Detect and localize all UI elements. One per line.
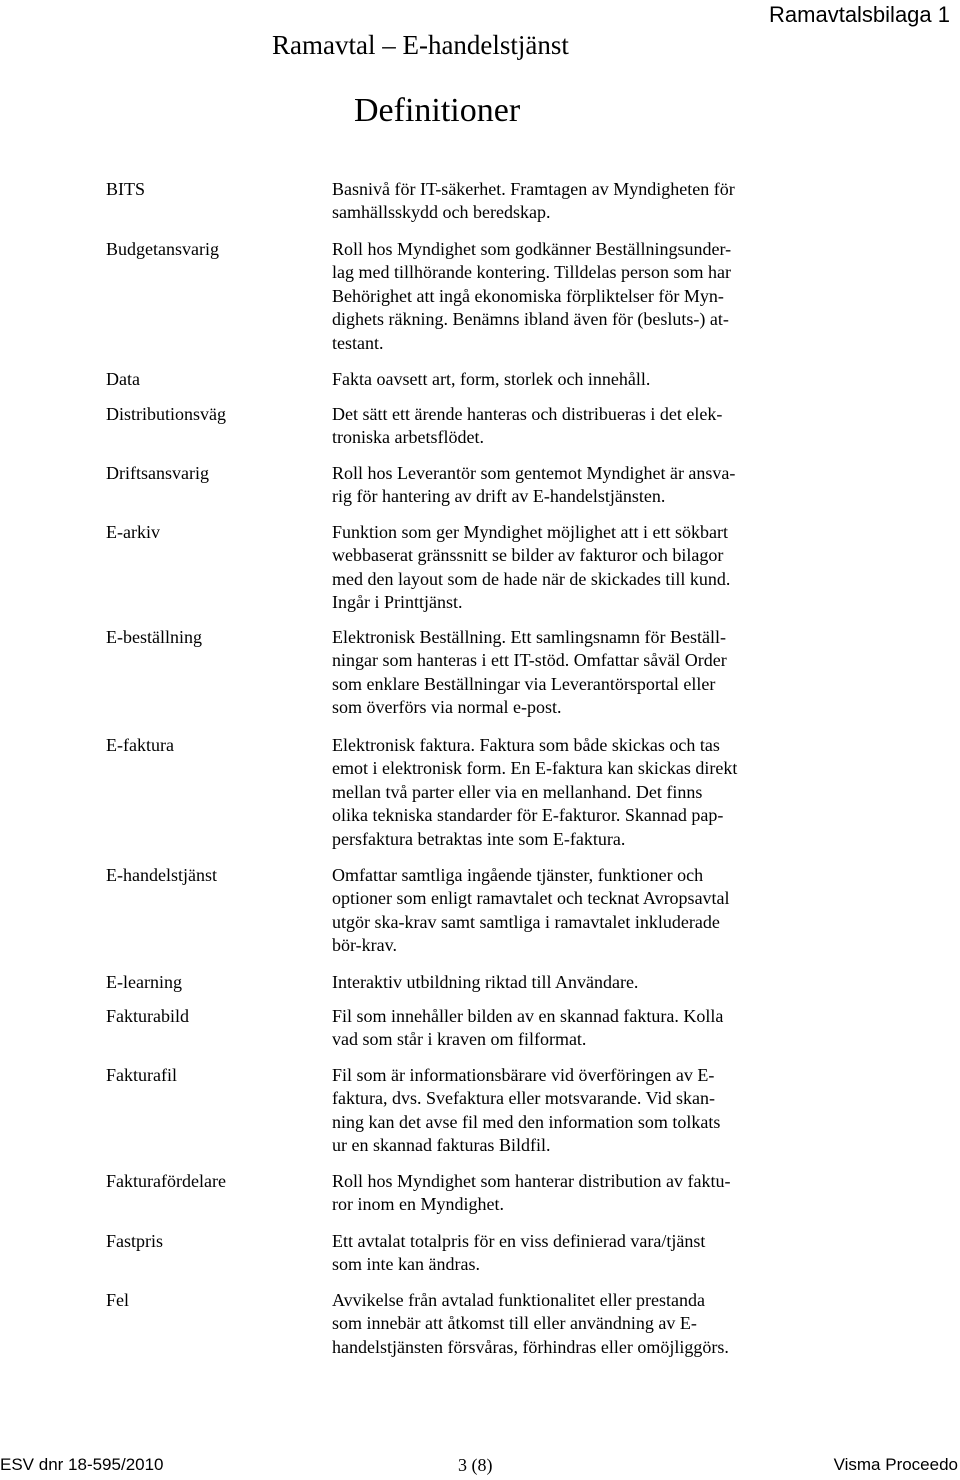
definition-line: webbaserat gränssnitt se bilder av fakturor och bilagor [332, 545, 724, 566]
definition-text [332, 462, 812, 509]
definition-text [332, 368, 812, 391]
definition-line: som överförs via normal e-post. [332, 697, 562, 718]
definition-line: bör-krav. [332, 935, 397, 956]
definition-line: Elektronisk faktura. Faktura som både skickas och tas [332, 735, 720, 755]
definition-term: E-learning [106, 972, 182, 992]
definition-line: olika tekniska standarder för E-fakturor. Skannad pap- [332, 805, 724, 826]
definition-line: samhällsskydd och beredskap. [332, 202, 551, 223]
definition-line: Roll hos Leverantör som gentemot Myndighet är ansva- [332, 463, 736, 483]
definition-term: BITS [106, 179, 146, 199]
definition-line: lag med tillhörande kontering. Tilldelas person som har [332, 262, 731, 283]
definition-term: Distributionsväg [106, 404, 226, 424]
definition-text [332, 864, 812, 958]
definition-term: Data [106, 369, 140, 389]
definition-line: optioner som enligt ramavtalet och tecknat Avropsavtal [332, 888, 730, 909]
appendix-label: Ramavtalsbilaga 1 [769, 2, 950, 27]
definition-term: E-handelstjänst [106, 865, 217, 885]
definition-line: Elektronisk Beställning. Ett samlingsnamn för Beställ- [332, 627, 726, 647]
definition-line: ror inom en Myndighet. [332, 1194, 504, 1215]
definition-line: med den layout som de hade när de skickades till kund. [332, 568, 731, 589]
definition-text [332, 734, 812, 851]
definition-line: som enklare Beställningar via Leverantörsportal eller [332, 673, 716, 694]
definition-line: Ett avtalat totalpris för en viss definierad vara/tjänst [332, 1231, 706, 1251]
definition-line: ur en skannad fakturas Bildfil. [332, 1135, 551, 1156]
definition-term: Fakturabild [106, 1006, 189, 1026]
document-title: Ramavtal – E-handelstjänst [272, 30, 569, 60]
section-title: Definitioner [354, 92, 521, 129]
definition-line: troniska arbetsflödet. [332, 427, 484, 448]
definition-line: Basnivå för IT-säkerhet. Framtagen av Myndigheten för [332, 179, 735, 199]
footer-reference: ESV dnr 18-595/2010 [0, 1455, 164, 1474]
definition-text [332, 178, 812, 225]
definition-term: Fakturafördelare [106, 1171, 226, 1191]
definition-line: emot i elektronisk form. En E-faktura kan skickas direkt [332, 758, 738, 779]
definition-line: ningar som hanteras i ett IT-stöd. Omfattar såväl Order [332, 650, 727, 671]
definition-text [332, 403, 812, 450]
definition-text [332, 1170, 812, 1217]
definition-line: Fil som är informationsbärare vid överföringen av E- [332, 1065, 715, 1085]
definition-line: mellan två parter eller via en mellanhand. Det finns [332, 781, 703, 802]
definition-term: Fastpris [106, 1231, 164, 1251]
definition-line: utgör ska-krav samt samtliga i ramavtalet inkluderade [332, 911, 720, 932]
definition-line: Omfattar samtliga ingående tjänster, funktioner och [332, 865, 704, 885]
definition-text [332, 238, 812, 355]
definition-term: Fel [106, 1290, 130, 1310]
definition-line: som inte kan ändras. [332, 1254, 480, 1275]
footer-company: Visma Proceedo [833, 1455, 958, 1474]
definition-line: Fakta oavsett art, form, storlek och innehåll. [332, 369, 651, 389]
definition-text [332, 626, 812, 720]
definition-line: Ingår i Printtjänst. [332, 592, 463, 613]
definition-term: E-beställning [106, 627, 202, 647]
definition-line: Roll hos Myndighet som hanterar distribution av faktu- [332, 1171, 731, 1191]
definition-line: vad som står i kraven om filformat. [332, 1029, 587, 1050]
definition-line: ning kan det avse fil med den information som tolkats [332, 1111, 721, 1132]
definition-line: persfaktura betraktas inte som E-faktura. [332, 828, 626, 849]
definition-line: Funktion som ger Myndighet möjlighet att i ett sökbart [332, 522, 728, 542]
definition-line: Behörighet att ingå ekonomiska förpliktelser för Myn- [332, 285, 724, 306]
definition-line: handelstjänsten försvåras, förhindras eller omöjliggörs. [332, 1336, 729, 1357]
definition-line: testant. [332, 332, 384, 353]
definition-line: Interaktiv utbildning riktad till Användare. [332, 972, 639, 992]
definition-line: som innebär att åtkomst till eller användning av E- [332, 1313, 697, 1334]
definition-term: Driftsansvarig [106, 463, 209, 483]
definition-term: Budgetansvarig [106, 239, 219, 259]
definition-text [332, 971, 812, 994]
definition-line: dighets räkning. Benämns ibland även för (besluts-) at- [332, 309, 729, 330]
definition-line: rig för hantering av drift av E-handelstjänsten. [332, 486, 666, 507]
definition-line: Roll hos Myndighet som godkänner Beställningsunder- [332, 239, 732, 259]
definition-line: faktura, dvs. Svefaktura eller motsvarande. Vid skan- [332, 1088, 715, 1109]
definition-term: E-faktura [106, 735, 174, 755]
page-number: 3 (8) [458, 1455, 493, 1475]
definition-line: Fil som innehåller bilden av en skannad faktura. Kolla [332, 1006, 724, 1026]
definition-term: E-arkiv [106, 522, 160, 542]
definition-text [332, 1230, 812, 1277]
definition-text [332, 1005, 812, 1052]
definition-text [332, 1064, 812, 1158]
definition-text [332, 1289, 812, 1359]
definition-term: Fakturafil [106, 1065, 177, 1085]
definition-text [332, 521, 812, 615]
definition-line: Avvikelse från avtalad funktionalitet eller prestanda [332, 1290, 706, 1310]
definition-line: Det sätt ett ärende hanteras och distribueras i det elek- [332, 404, 723, 424]
